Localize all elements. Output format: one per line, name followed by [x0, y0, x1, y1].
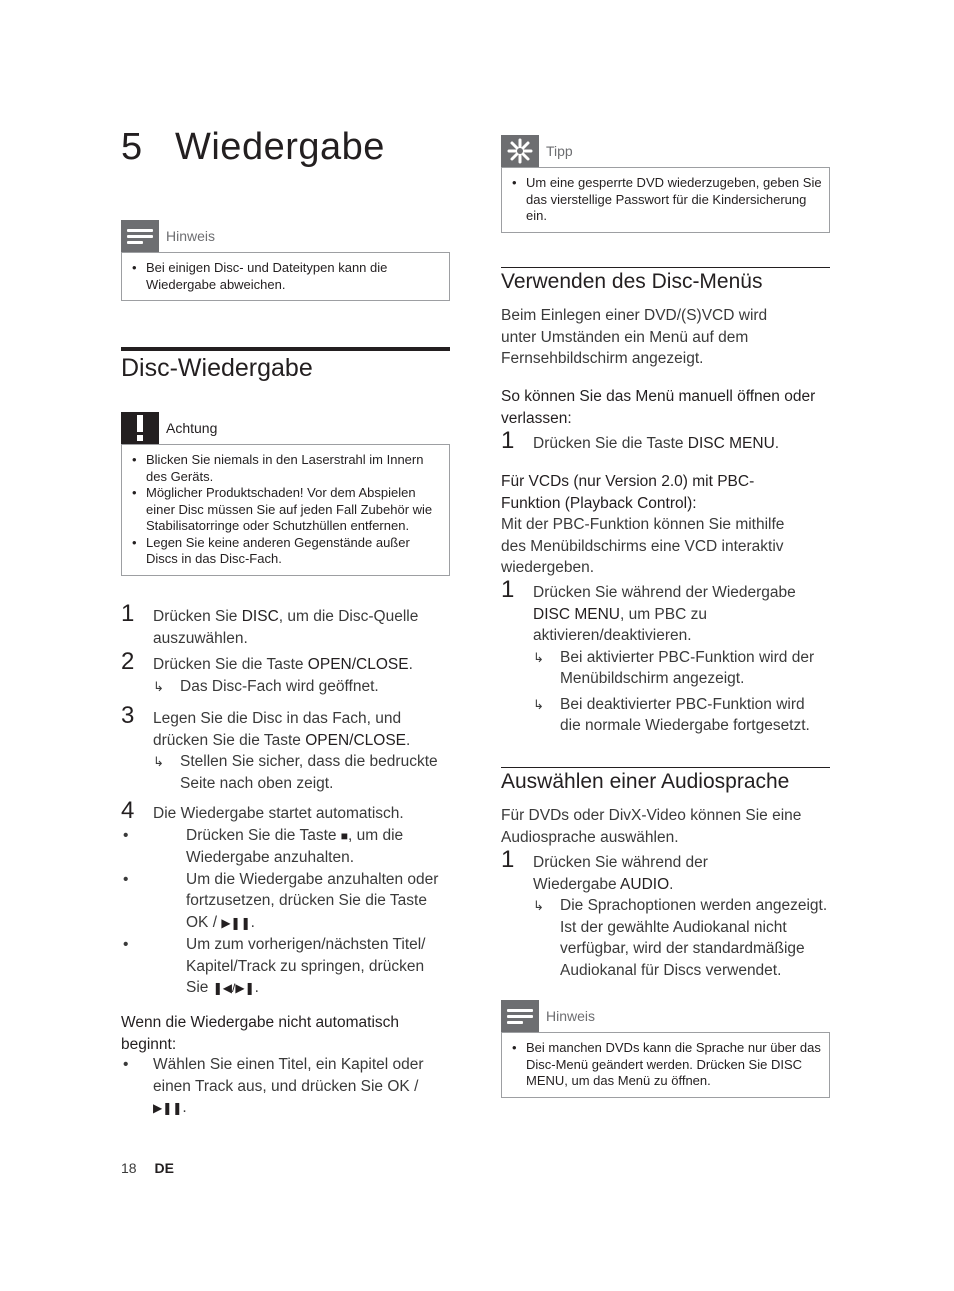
skip-icon: ❚◀/▶❚	[212, 981, 255, 995]
result-arrow-icon: ↳	[533, 649, 544, 665]
step-1-audio: 1 Drücken Sie während der Wiedergabe AUDIO. ↳ Die Sprachoptionen werden angezeigt. Ist der gewählte Audiokanal nicht verfügbar, wird der standardmäßige Audiokanal für Discs verwendet.	[501, 852, 830, 981]
paragraph: Für DVDs oder DivX-Video können Sie eine Audiosprache auswählen.	[501, 807, 802, 846]
note-icon	[121, 220, 159, 252]
caution-item: • Legen Sie keine anderen Gegenstände außer Discs in das Disc-Fach.	[130, 535, 443, 568]
play-pause-icon: ▶❚❚	[153, 1101, 183, 1115]
step-number: 1	[501, 846, 515, 873]
note-callout	[121, 220, 450, 301]
result-arrow-icon: ↳	[153, 754, 164, 769]
result-arrow-icon: ↳	[153, 678, 164, 694]
tip-asterisk-icon	[501, 135, 539, 167]
chapter-title	[121, 126, 385, 169]
step-1-pbc: 1 Drücken Sie während der Wiedergabe DISC MENU, um PBC zu aktivieren/deaktivieren. ↳ Bei aktivierter PBC-Funktion wird der Menübildschirm angezeigt. ↳ Bei deaktivierter PBC-Funktion wird die normale Wiedergabe fortgesetzt.	[501, 582, 830, 737]
section-rule	[121, 347, 450, 351]
key-audio: AUDIO	[620, 875, 670, 893]
caution-callout	[121, 412, 450, 576]
step-number: 1	[501, 427, 515, 454]
key-disc: DISC	[241, 608, 279, 625]
key-disc-menu: DISC MENU	[533, 605, 620, 623]
step-number: 1	[121, 600, 135, 627]
list-item: • Wählen Sie einen Titel, ein Kapitel oder einen Track aus, und drücken Sie OK / ▶❚❚.	[123, 1056, 424, 1116]
step-number: 4	[121, 797, 135, 824]
section-rule	[501, 267, 830, 268]
chapter-number: 5	[121, 126, 143, 168]
stop-icon: ■	[340, 828, 349, 843]
subheading-not-auto: Wenn die Wiedergabe nicht automatisch beginnt:	[121, 1014, 400, 1053]
note-callout-2	[501, 1000, 830, 1098]
note-icon	[501, 1000, 539, 1032]
step-1-disc-menu: 1 Drücken Sie die Taste DISC MENU.	[501, 427, 780, 454]
caution-item: • Blicken Sie niemals in den Laserstrahl im Innern des Geräts.	[130, 452, 443, 485]
chapter-title-text: Wiedergabe	[175, 126, 385, 168]
step-result: ↳ Bei deaktivierter PBC-Funktion wird die normale Wiedergabe fortgesetzt.	[533, 695, 810, 734]
note-label: Hinweis	[166, 228, 216, 244]
step-2-open: 2 Drücken Sie die Taste OPEN/CLOSE. ↳ Das Disc-Fach wird geöffnet.	[121, 654, 450, 697]
caution-item: • Möglicher Produktschaden! Vor dem Abspielen einer Disc müssen Sie auf jeden Fall Zubehör wie Stabilisatorringe oder Schutzhüllen entfernen.	[130, 485, 443, 535]
note-label: Hinweis	[546, 1008, 596, 1024]
note-item: • Bei manchen DVDs kann die Sprache nur über das Disc-Menü geändert werden. Drücken Sie DISC MENU, um das Menü zu öffnen.	[510, 1040, 823, 1090]
section-title-menu: Verwenden des Disc-Menüs	[501, 270, 763, 293]
section-title-disc: Disc-Wiedergabe	[121, 354, 313, 382]
tip-callout	[501, 135, 830, 233]
key-open-close: OPEN/CLOSE	[307, 656, 409, 673]
exclamation-icon	[121, 412, 159, 444]
subheading-pbc: Für VCDs (nur Version 2.0) mit PBC-Funktion (Playback Control):	[501, 473, 755, 512]
section-rule	[501, 767, 830, 768]
tip-label: Tipp	[546, 143, 573, 159]
step-1-disc: 1 Drücken Sie DISC, um die Disc-Quelle auszuwählen.	[121, 600, 419, 647]
note-item: • Bei einigen Disc- und Dateitypen kann die Wiedergabe abweichen.	[130, 260, 443, 293]
subheading-open-menu: So können Sie das Menü manuell öffnen oder verlassen:	[501, 388, 816, 427]
caution-label: Achtung	[166, 420, 218, 436]
step-result: ↳ Die Sprachoptionen werden angezeigt. Ist der gewählte Audiokanal nicht verfügbar, wird der standardmäßige Audiokanal für Discs verwendet.	[533, 897, 828, 979]
result-arrow-icon: ↳	[533, 898, 544, 913]
step-number: 3	[121, 702, 135, 729]
step-number: 1	[501, 576, 515, 603]
step-number: 2	[121, 648, 135, 675]
page-footer	[121, 1160, 174, 1176]
result-arrow-icon: ↳	[533, 696, 544, 712]
section-title-audio: Auswählen einer Audiosprache	[501, 770, 790, 793]
step-4-auto: 4 Die Wiedergabe startet automatisch. • Drücken Sie die Taste ■, um die Wiedergabe anzuhalten. • Um die Wiedergabe anzuhalten oder fortzusetzen, drücken Sie die Taste OK / ▶❚❚. • Um zum vorherigen/nächsten Titel/ Kapitel/Track zu springen, drücken Sie ❚◀/▶❚.	[121, 803, 450, 1000]
tip-item: • Um eine gesperrte DVD wiederzugeben, geben Sie das vierstellige Passwort für die Kindersicherung ein.	[510, 175, 823, 225]
step-result: ↳ Stellen Sie sicher, dass die bedruckte Seite nach oben zeigt.	[153, 753, 438, 792]
list-item: • Drücken Sie die Taste ■, um die Wiedergabe anzuhalten.	[123, 826, 404, 866]
key-disc-menu: DISC MENU	[687, 435, 775, 452]
step-3-insert: 3 Legen Sie die Disc in das Fach, und drücken Sie die Taste OPEN/CLOSE. ↳ Stellen Sie sicher, dass die bedruckte Seite nach oben zeigt.	[121, 708, 450, 794]
list-item: • Um zum vorherigen/nächsten Titel/ Kapitel/Track zu springen, drücken Sie ❚◀/▶❚.	[123, 936, 426, 996]
key-disc-menu: DISC MENU	[526, 1056, 803, 1088]
play-pause-icon: ▶❚❚	[221, 915, 251, 930]
list-item: • Um die Wiedergabe anzuhalten oder fortzusetzen, drücken Sie die Taste OK / ▶❚❚.	[123, 870, 439, 931]
step-result: ↳ Bei aktivierter PBC-Funktion wird der Menübildschirm angezeigt.	[533, 648, 815, 687]
step-result: ↳ Das Disc-Fach wird geöffnet.	[153, 676, 450, 698]
key-open-close: OPEN/CLOSE	[305, 731, 407, 749]
paragraph: Beim Einlegen einer DVD/(S)VCD wird unter Umständen ein Menü auf dem Fernsehbildschirm angezeigt.	[501, 307, 768, 367]
page-number: 18	[121, 1160, 137, 1176]
paragraph: Mit der PBC-Funktion können Sie mithilfe des Menübildschirms eine VCD interaktiv wiedergeben.	[501, 516, 785, 576]
language-code: DE	[154, 1160, 174, 1176]
